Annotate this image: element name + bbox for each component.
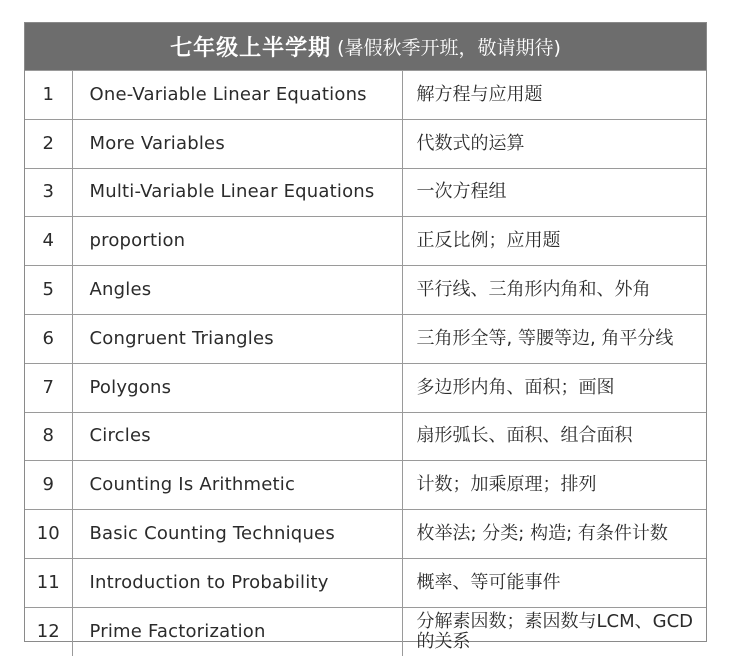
row-number: 4: [25, 217, 72, 266]
table-row: [25, 607, 706, 655]
row-number: 12: [25, 607, 72, 655]
table-row: [25, 71, 706, 120]
row-number: 8: [25, 412, 72, 461]
table-row: [25, 510, 706, 559]
topic-chinese: 多边形内角、面积；画图: [402, 363, 706, 412]
course-list: [25, 70, 706, 656]
row-number: 11: [25, 558, 72, 607]
topic-english: One-Variable Linear Equations: [72, 71, 402, 120]
topic-english: Angles: [72, 266, 402, 315]
table-row: [25, 217, 706, 266]
table-row: [25, 461, 706, 510]
topic-english: Prime Factorization: [72, 607, 402, 655]
topic-english: Introduction to Probability: [72, 558, 402, 607]
topic-chinese: 枚举法; 分类; 构造; 有条件计数: [402, 510, 706, 559]
row-number: 5: [25, 266, 72, 315]
table-title: 七年级上半学期: [170, 36, 332, 61]
row-number: 1: [25, 71, 72, 120]
topic-chinese: 一次方程组: [402, 168, 706, 217]
topic-chinese: 分解素因数；素因数与LCM、GCD的关系: [402, 607, 706, 655]
topic-english: Basic Counting Techniques: [72, 510, 402, 559]
table-row: [25, 119, 706, 168]
table-row: [25, 363, 706, 412]
table-title-note: (暑假秋季开班，敬请期待): [337, 37, 561, 59]
topic-english: Congruent Triangles: [72, 314, 402, 363]
topic-chinese: 平行线、三角形内角和、外角: [402, 266, 706, 315]
topic-english: Polygons: [72, 363, 402, 412]
topic-chinese: 三角形全等, 等腰等边, 角平分线: [402, 314, 706, 363]
topic-chinese: 概率、等可能事件: [402, 558, 706, 607]
topic-english: More Variables: [72, 119, 402, 168]
topic-chinese: 扇形弧长、面积、组合面积: [402, 412, 706, 461]
curriculum-table: [24, 22, 707, 652]
row-number: 9: [25, 461, 72, 510]
row-number: 7: [25, 363, 72, 412]
row-number: 2: [25, 119, 72, 168]
row-number: 6: [25, 314, 72, 363]
topic-english: Multi-Variable Linear Equations: [72, 168, 402, 217]
table-row: [25, 412, 706, 461]
topic-chinese: 代数式的运算: [402, 119, 706, 168]
topic-english: Counting Is Arithmetic: [72, 461, 402, 510]
row-number: 3: [25, 168, 72, 217]
topic-chinese: 正反比例；应用题: [402, 217, 706, 266]
topic-chinese: 解方程与应用题: [402, 71, 706, 120]
table-row: [25, 266, 706, 315]
row-number: 10: [25, 510, 72, 559]
table-row: [25, 558, 706, 607]
table-header: [25, 23, 706, 70]
table-row: [25, 168, 706, 217]
topic-chinese: 计数；加乘原理；排列: [402, 461, 706, 510]
table-row: [25, 314, 706, 363]
topic-english: Circles: [72, 412, 402, 461]
topic-english: proportion: [72, 217, 402, 266]
